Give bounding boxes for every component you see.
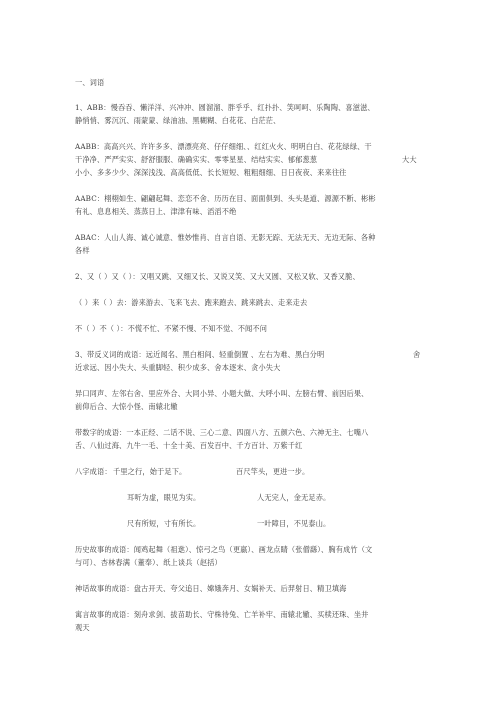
fable-line-1: 寓言故事的成语：刻舟求剑、拔苗助长、守株待兔、亡羊补牢、南辕北辙、买椟还珠、坐井	[75, 610, 369, 619]
eight-word-2: 百尺竿头，更进一步。	[236, 467, 310, 476]
section-heading: 一、词语	[75, 78, 105, 87]
abac-line-2: 各样	[75, 246, 90, 255]
lai-qu-pattern: （ ）来（ ）去：游来游去、飞来飞去、跑来跑去、跳来跳去、走来走去	[75, 298, 308, 307]
history-line-1: 历史故事的成语：闻鸡起舞（祖逖）、惊弓之鸟（更嬴）、画龙点睛（张僧繇）、胸有成竹（文	[75, 545, 373, 554]
aabb-line-2-tail: 大大	[402, 155, 417, 164]
abac-line-1: ABAC：人山人海、诚心诚意、惟妙惟肖、自言自语、无影无踪、无法无天、无边无际、各种	[75, 233, 376, 242]
eight-word-5: 尺有所短，寸有所长。	[127, 519, 201, 528]
number-line-2: 舌、八仙过海、九牛一毛、十全十美、百发百中、千方百计、万紫千红	[75, 441, 303, 450]
abb-line-1: 1、ABB：慢吞吞、懒洋洋、兴冲冲、圆溜溜、胖乎乎、红扑扑、笑呵呵、乐陶陶、喜滋滋、	[75, 103, 375, 112]
eight-word-label: 八字成语：	[75, 467, 112, 476]
fable-line-2: 观天	[75, 623, 90, 632]
myth-line: 神话故事的成语：盘古开天、夸父追日、嫦娥奔月、女娲补天、后羿射日、精卫填海	[75, 584, 347, 593]
antonym-line-2: 近求远、因小失大、头重脚轻、积少成多、舍本逐末、贪小失大	[75, 363, 281, 372]
you-you-pattern: 2、又（ ）又（ ）：又唱又跳、又细又长、又说又笑、又大又圆、又松又软、又香又脆、	[75, 272, 360, 281]
number-line-1: 带数字的成语：一本正经、二话不说、三心二意、四面八方、五颜六色、六神无主、七嘴八	[75, 428, 369, 437]
misc-line-1: 异口同声、左邻右舍、里应外合、大同小异、小题大做、大呼小叫、左膀右臂、前因后果、	[75, 389, 369, 398]
abb-line-2: 静悄悄、雾沉沉、雨蒙蒙、绿油油、黑糊糊、白花花、白茫茫、	[75, 116, 281, 125]
history-line-2: 与可）、杏林春满（董奉）、纸上谈兵（赵括）	[75, 558, 222, 567]
aabb-line-1: AABB：高高兴兴、许许多多、漂漂亮亮、仔仔细细、、红红火火、明明白白、花花绿绿、干	[75, 142, 372, 151]
aabc-line-1: AABC：栩栩如生、翩翩起舞、恋恋不舍、历历在目、面面俱到、头头是道、源源不断、彬彬	[75, 194, 376, 203]
eight-word-1: 千里之行，始于足下。	[113, 467, 187, 476]
misc-line-2: 前仰后合、大惊小怪、南辕北辙	[75, 402, 178, 411]
bu-bu-pattern: 不（ ）不（ ）：不慌不忙、不紧不慢、不知不觉、不闻不问	[75, 324, 268, 333]
aabb-line-2: 干净净、严严实实、舒舒服服、确确实实、零零星星、结结实实、郁郁葱葱	[75, 155, 318, 164]
eight-word-6: 一叶障目，不见泰山。	[257, 519, 331, 528]
aabb-line-3: 小小、多多少少、深深浅浅、高高低低、长长短短、粗粗细细、日日夜夜、来来往往	[75, 168, 347, 177]
eight-word-4: 人无完人，金无足赤。	[257, 493, 331, 502]
antonym-line-1: 3、带反义词的成语：远近闻名、黑白相间、轻重倒置 、左右为难、黑白分明	[75, 350, 325, 359]
antonym-line-1-tail: 舍	[413, 350, 421, 359]
eight-word-3: 耳听为虚，眼见为实。	[127, 493, 201, 502]
aabc-line-2: 有礼、息息相关、蒸蒸日上、津津有味、滔滔不绝	[75, 207, 237, 216]
